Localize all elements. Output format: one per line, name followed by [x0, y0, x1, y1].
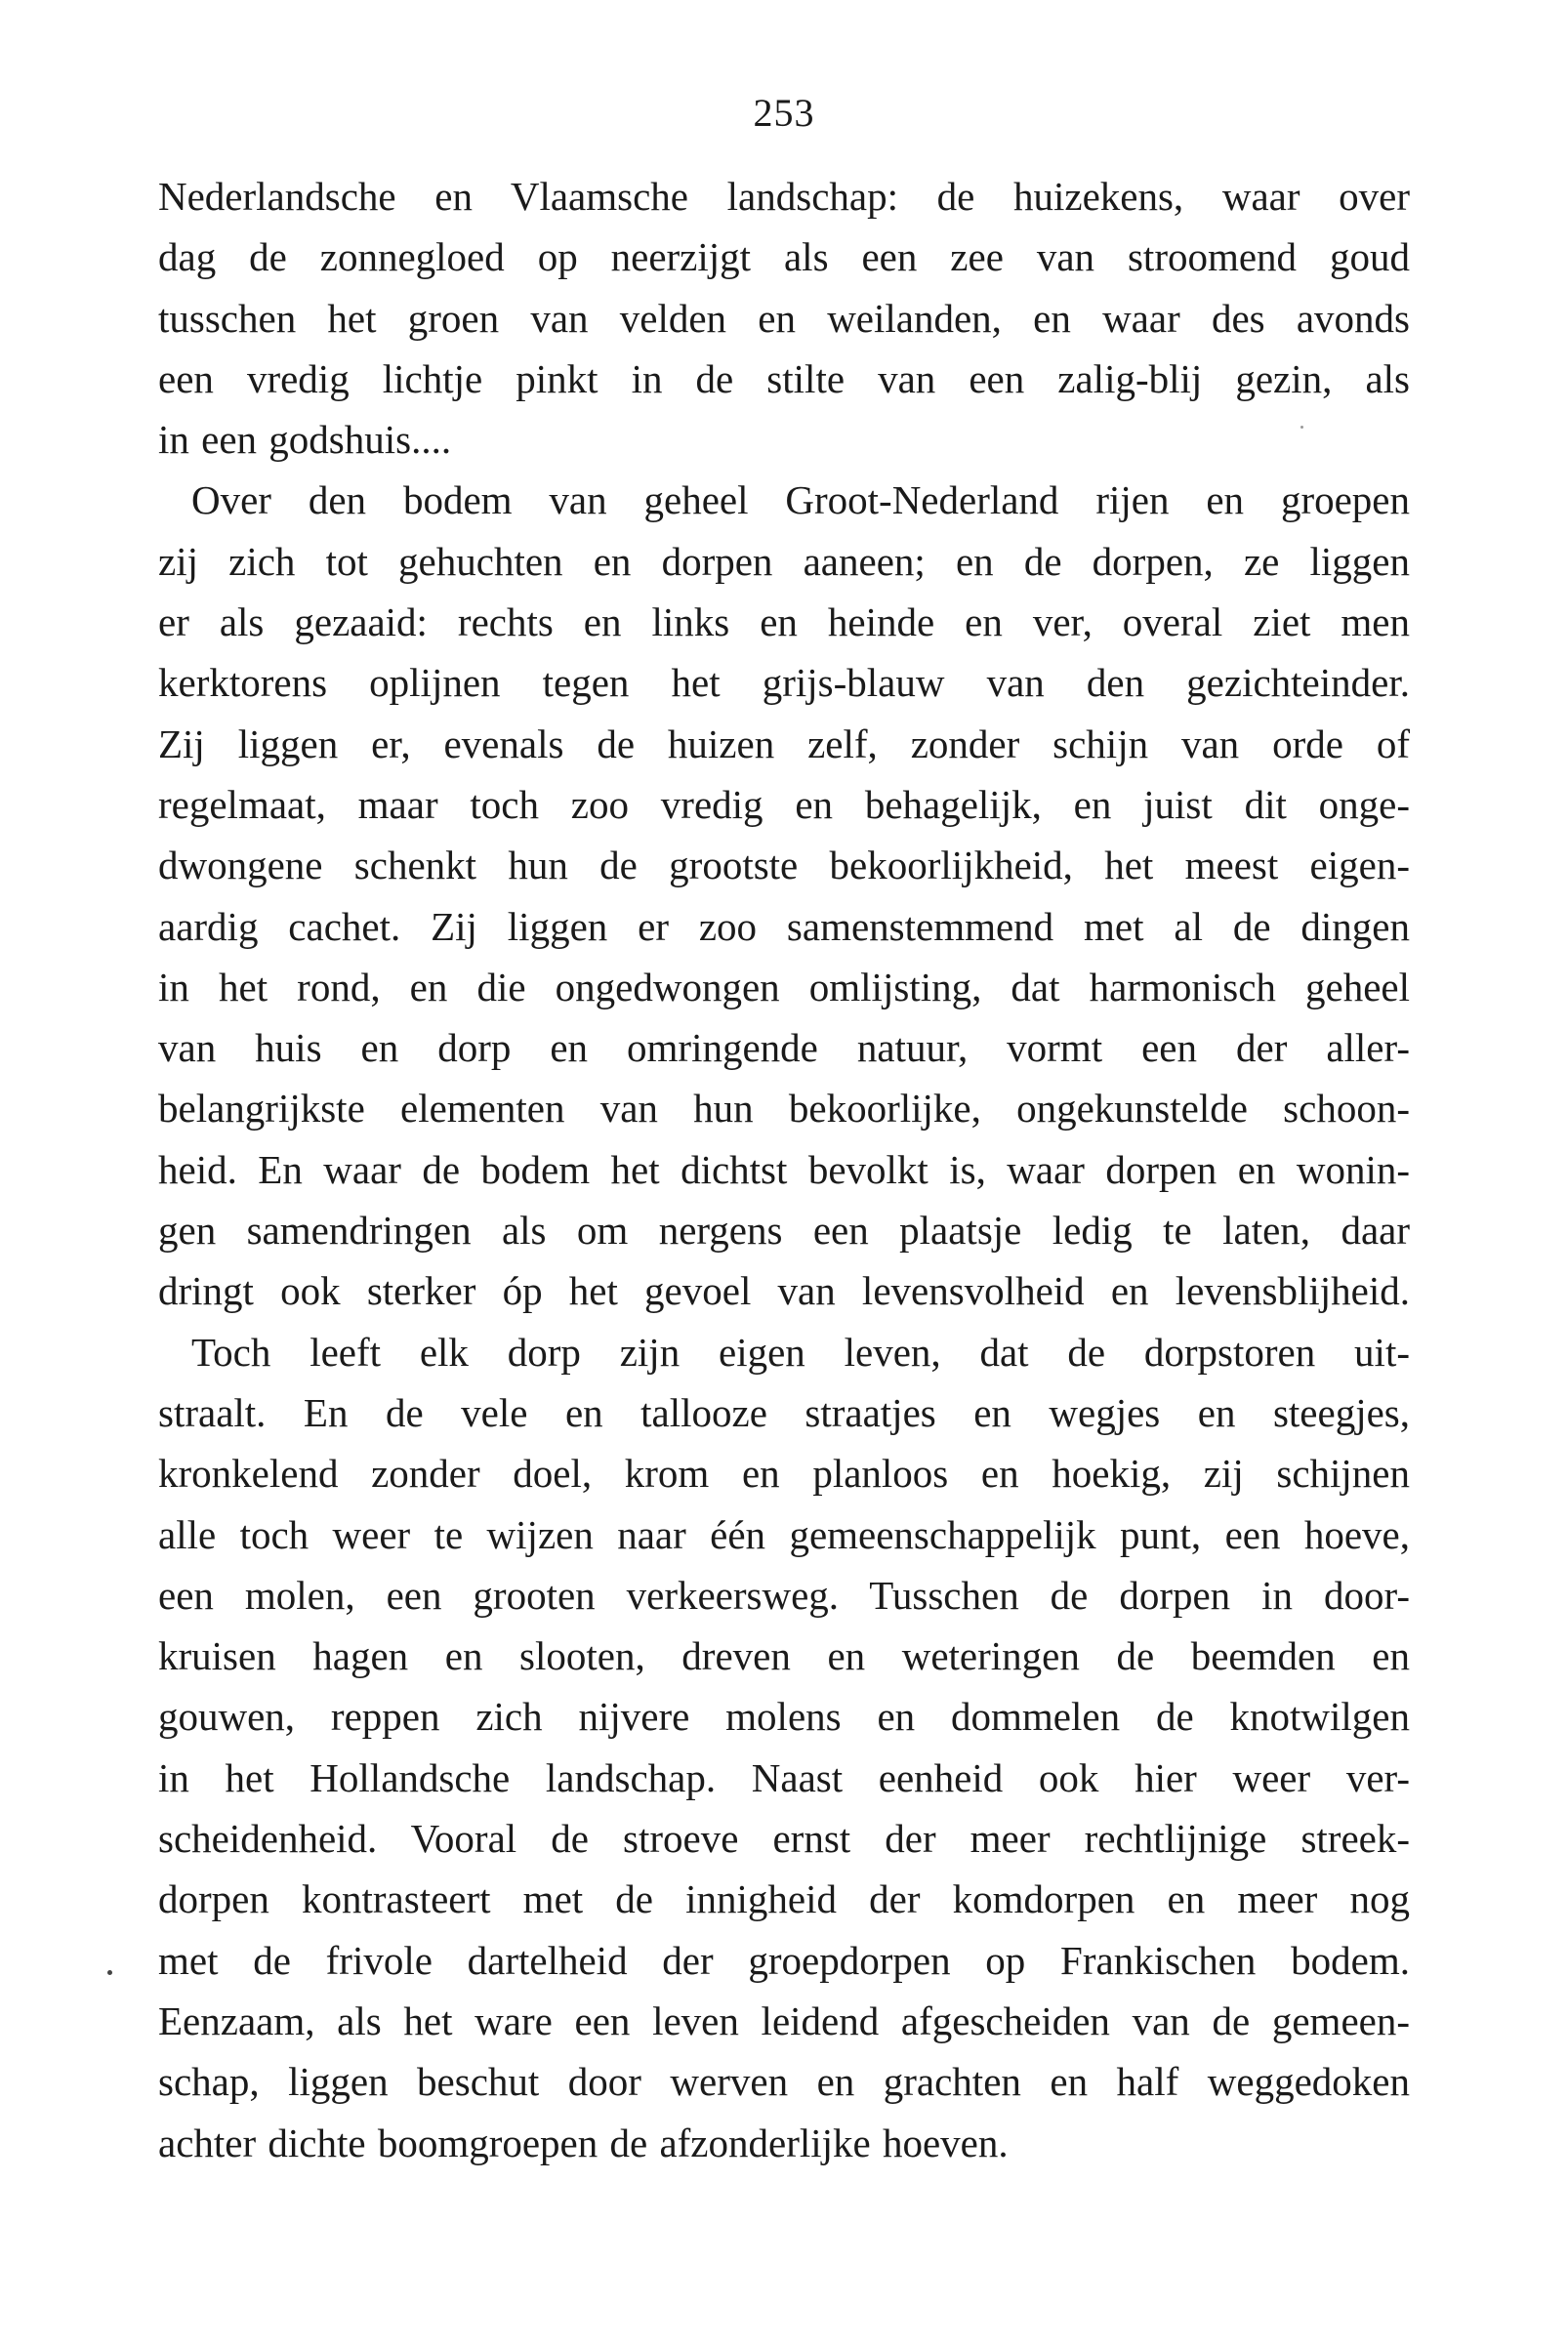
text-line: Toch leeft elk dorp zijn eigen leven, dat de dorpstoren uit-: [191, 1329, 1410, 1375]
text-line: alle toch weer te wijzen naar één gemeenschappelijk punt, een hoeve,: [158, 1511, 1410, 1557]
text-line: regelmaat, maar toch zoo vredig en behagelijk, en juist dit onge-: [158, 781, 1410, 827]
margin-speck: [107, 1970, 112, 1975]
text-line: Over den bodem van geheel Groot-Nederland rijen en groepen: [191, 477, 1410, 523]
text-line: van huis en dorp en omringende natuur, vormt een der aller-: [158, 1025, 1410, 1071]
text-line: achter dichte boomgroepen de afzonderlijke hoeven.: [158, 2120, 1009, 2165]
text-line: schap, liggen beschut door werven en grachten en half weggedoken: [158, 2059, 1410, 2105]
text-line: in het rond, en die ongedwongen omlijsting, dat harmonisch geheel: [158, 964, 1410, 1009]
text-line: dag de zonnegloed op neerzijgt als een zee van stroomend goud: [158, 234, 1410, 280]
text-line: kronkelend zonder doel, krom en planloos en hoekig, zij schijnen: [158, 1451, 1410, 1497]
text-line: dorpen kontrasteert met de innigheid der komdorpen en meer nog: [158, 1876, 1410, 1922]
text-line: scheidenheid. Vooral de stroeve ernst der meer rechtlijnige streek-: [158, 1816, 1410, 1862]
text-line: dwongene schenkt hun de grootste bekoorlijkheid, het meest eigen-: [158, 843, 1410, 888]
text-line: Nederlandsche en Vlaamsche landschap: de huizekens, waar over: [158, 174, 1410, 219]
text-line: kruisen hagen en slooten, dreven en weteringen de beemden en: [158, 1633, 1410, 1679]
text-line: straalt. En de vele en tallooze straatjes en wegjes en steegjes,: [158, 1389, 1410, 1435]
text-line: met de frivole dartelheid der groepdorpen op Frankischen bodem.: [158, 1937, 1410, 1983]
text-line: een molen, een grooten verkeersweg. Tusschen de dorpen in door-: [158, 1572, 1410, 1618]
text-line: gouwen, reppen zich nijvere molens en dommelen de knotwilgen: [158, 1694, 1410, 1740]
text-line: kerktorens oplijnen tegen het grijs-blauw van den gezichteinder.: [158, 660, 1410, 706]
text-line: dringt ook sterker óp het gevoel van levensvolheid en levensblijheid.: [158, 1268, 1410, 1314]
text-line: belangrijkste elementen van hun bekoorlijke, ongekunstelde schoon-: [158, 1086, 1410, 1132]
text-line: een vredig lichtje pinkt in de stilte van een zalig-blij gezin, als: [158, 355, 1410, 401]
text-line: tusschen het groen van velden en weilanden, en waar des avonds: [158, 295, 1410, 341]
text-line: aardig cachet. Zij liggen er zoo samenstemmend met al de dingen: [158, 903, 1410, 949]
text-line: gen samendringen als om nergens een plaatsje ledig te laten, daar: [158, 1208, 1410, 1254]
text-line: Zij liggen er, evenals de huizen zelf, zonder schijn van orde of: [158, 721, 1410, 766]
paper-speck: [1300, 426, 1303, 429]
text-line: heid. En waar de bodem het dichtst bevolkt is, waar dorpen en wonin-: [158, 1146, 1410, 1192]
text-line: zij zich tot gehuchten en dorpen aaneen; en de dorpen, ze liggen: [158, 538, 1410, 584]
text-line: in het Hollandsche landschap. Naast eenheid ook hier weer ver-: [158, 1754, 1410, 1800]
page-number: 253: [753, 91, 815, 135]
text-line: Eenzaam, als het ware een leven leidend afgescheiden van de gemeen-: [158, 1997, 1410, 2043]
body-text: [158, 166, 1410, 2173]
text-line: in een godshuis....: [158, 417, 452, 463]
text-line: er als gezaaid: rechts en links en heinde en ver, overal ziet men: [158, 599, 1410, 645]
